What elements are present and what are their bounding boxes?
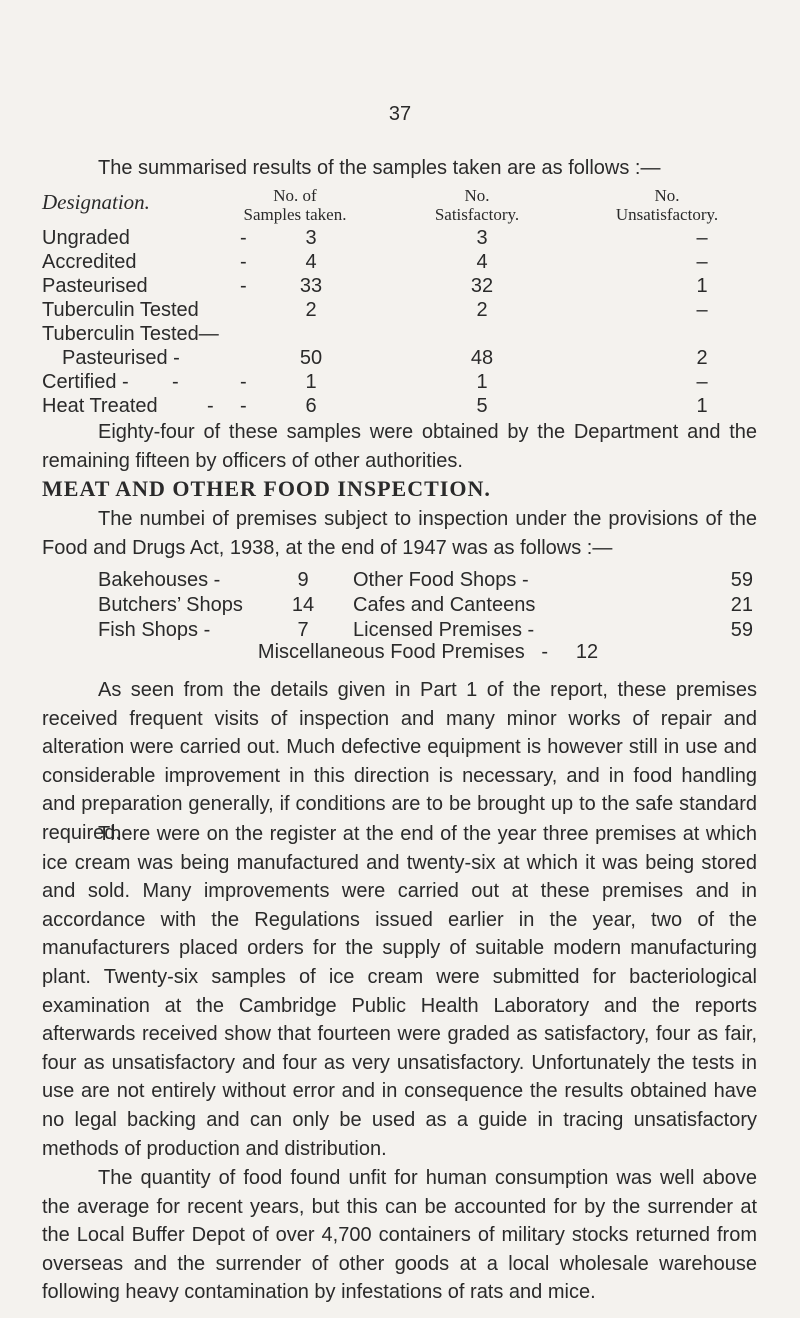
table-row: [42, 394, 782, 418]
table-row: [42, 274, 782, 298]
row-satisfactory: 5: [476, 395, 488, 417]
row-samples: 1: [305, 371, 317, 393]
premises-label: Butchers’ Shops: [98, 594, 243, 616]
premises-row: [98, 591, 758, 619]
row-samples: 50: [299, 347, 323, 369]
row-samples: 2: [305, 299, 317, 321]
header-satisfactory: [402, 186, 552, 224]
paragraph-unfit-food: The quantity of food found unfit for human consumption was well above the average for recent years, but this can be accounted for by the surrender at the Local Buffer Depot of over 4,700 containers of military stocks returned from overseas and the surrender of other goods at a local wholesale warehouse following heavy contamination by infestations of rats and mice.: [42, 1167, 757, 1304]
leader-dash: -: [240, 395, 247, 417]
row-unsatisfactory: –: [696, 251, 708, 273]
leader-dash: -: [207, 395, 214, 417]
misc-premises-row: Miscellaneous Food Premises - 12: [257, 641, 599, 663]
leader-dash: -: [240, 227, 247, 249]
leader-dash: -: [172, 371, 179, 393]
premises-count: 9: [297, 569, 309, 591]
row-category: Pasteurised: [42, 275, 148, 297]
premises-count: 7: [297, 619, 309, 641]
row-samples: 33: [299, 275, 323, 297]
premises-count: 59: [730, 619, 753, 641]
header-samples-line2: Samples taken.: [243, 205, 347, 224]
table-row: [42, 226, 782, 250]
leader-dash: -: [240, 251, 247, 273]
row-unsatisfactory: 2: [696, 347, 708, 369]
section-heading: MEAT AND OTHER FOOD INSPECTION.: [42, 476, 491, 501]
premises-row: [98, 616, 758, 644]
header-designation: Designation.: [42, 190, 150, 214]
premises-label: Other Food Shops -: [353, 569, 529, 591]
paragraph-ice-cream: There were on the register at the end of the year three premises at which ice cream was being manufactured and twenty-six at which it was being stored and sold. Many improvements were carried out at these premises and in accordance with the Regulations issued earlier in the year, two of the manufacturers placed orders for the supply of suitable modern manufacturing plant. Twenty-six samples of ice cream were submitted for bacteriological examination at the Cambridge Public Health Laboratory and the reports afterwards received show that fourteen were graded as satisfactory, four as fair, four as unsatisfactory and four as very unsatisfactory. Unfortunately the tests in use are not entirely without error and in consequence the results obtained have no legal backing and can only be used as a guide in tracing unsatisfactory methods of production and distribution.: [42, 823, 757, 1160]
row-satisfactory: 1: [476, 371, 488, 393]
header-unsatisfactory: [582, 186, 752, 224]
table-row: [42, 250, 782, 274]
header-unsat-line2: Unsatisfactory.: [615, 205, 719, 224]
row-unsatisfactory: –: [696, 371, 708, 393]
paragraph-premises-details: As seen from the details given in Part 1 of the report, these premises received frequent visits of inspection and many minor works of repair and alteration were carried out. Much defective equipment is however still in use and considerable improvement in this direction is necessary, and in food handling and preparation generally, if conditions are to be brought up to the safe standard required.: [42, 679, 757, 844]
page-number: 37: [388, 103, 412, 125]
row-category: Tuberculin Tested—: [42, 323, 219, 345]
paragraph-premises-intro: The numbei of premises subject to inspection under the provisions of the Food and Drugs Act, 1938, at the end of 1947 was as follows :—: [42, 508, 757, 559]
leader-dash: -: [240, 371, 247, 393]
header-unsat-line1: No.: [654, 186, 680, 205]
row-samples: 3: [305, 227, 317, 249]
row-satisfactory: 2: [476, 299, 488, 321]
premises-label: Licensed Premises -: [353, 619, 535, 641]
premises-count: 14: [291, 594, 315, 616]
row-unsatisfactory: –: [696, 299, 708, 321]
row-satisfactory: 3: [476, 227, 488, 249]
misc-premises-label: Miscellaneous Food Premises: [257, 641, 525, 663]
row-unsatisfactory: –: [696, 227, 708, 249]
premises-label: Cafes and Canteens: [353, 594, 536, 616]
header-samples-line1: No. of: [273, 186, 317, 205]
premises-label: Fish Shops -: [98, 619, 211, 641]
row-category: Heat Treated: [42, 395, 158, 417]
row-samples: 6: [305, 395, 317, 417]
paragraph-samples-source: Eighty-four of these samples were obtained by the Department and the remaining fifteen by officers of other authorities.: [42, 421, 757, 472]
row-category: Tuberculin Tested: [42, 299, 199, 321]
row-category: Pasteurised -: [62, 347, 180, 369]
row-satisfactory: 4: [476, 251, 488, 273]
premises-row: [98, 566, 758, 594]
row-category: Ungraded: [42, 227, 130, 249]
row-unsatisfactory: 1: [696, 395, 708, 417]
premises-label: Bakehouses -: [98, 569, 221, 591]
row-category: Accredited: [42, 251, 137, 273]
header-samples-taken: [220, 186, 370, 224]
header-sat-line2: Satisfactory.: [434, 205, 520, 224]
row-unsatisfactory: 1: [696, 275, 708, 297]
row-satisfactory: 48: [470, 347, 494, 369]
row-satisfactory: 32: [470, 275, 494, 297]
intro-text: The summarised results of the samples taken are as follows :—: [98, 157, 661, 179]
row-samples: 4: [305, 251, 317, 273]
table-row: [42, 370, 782, 394]
header-sat-line1: No.: [464, 186, 490, 205]
row-category: Certified -: [42, 371, 129, 393]
table-row: [42, 298, 782, 322]
misc-premises-count: 12: [575, 641, 599, 663]
premises-count: 21: [730, 594, 753, 616]
premises-count: 59: [730, 569, 753, 591]
table-row: [42, 346, 782, 370]
leader-dash: -: [240, 275, 247, 297]
table-row: [42, 322, 782, 346]
